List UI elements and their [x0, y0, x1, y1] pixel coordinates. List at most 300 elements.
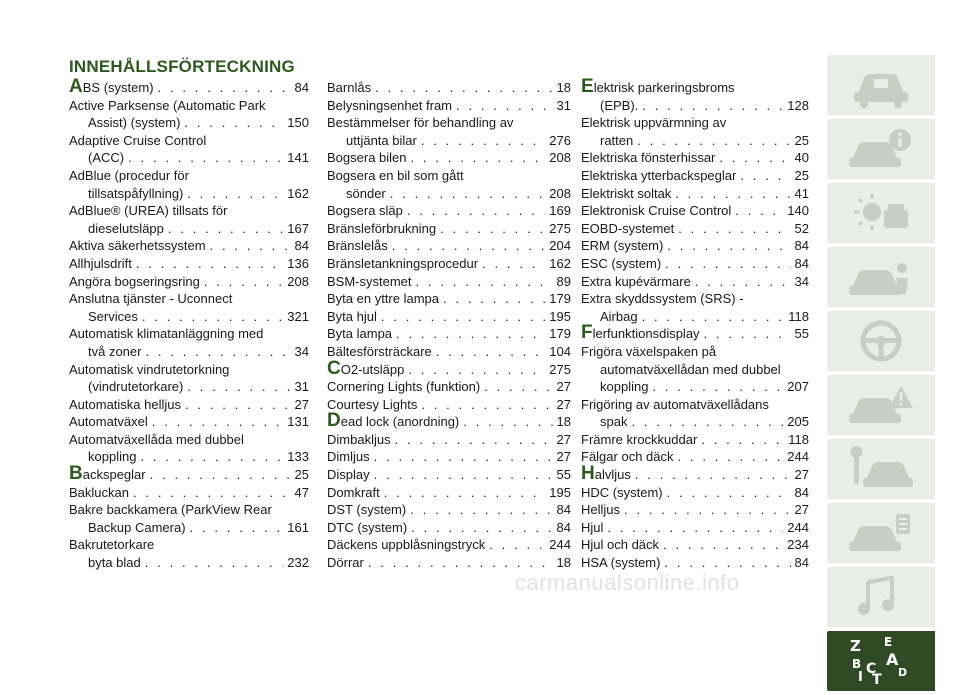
index-entry-line [581, 413, 809, 431]
index-entry[interactable] [69, 202, 309, 237]
entry-text: Services [88, 308, 138, 324]
page-number: 131 [287, 414, 309, 430]
alphabet-index-icon [846, 635, 916, 687]
index-entry[interactable] [69, 361, 309, 396]
index-entry-line [327, 308, 571, 326]
entry-text: Elektriska fönsterhissar [581, 150, 716, 166]
entry-text: Bränsleförbrukning [327, 220, 437, 236]
dot-leader [642, 308, 785, 326]
index-entry-line [327, 273, 571, 291]
entry-text: sönder [346, 185, 386, 201]
index-entry[interactable] [327, 114, 571, 149]
entry-text: BS (system) [82, 80, 154, 95]
dot-leader [740, 167, 790, 185]
index-entry-line [581, 202, 809, 220]
index-entry-line [69, 202, 309, 220]
entry-text: Display [327, 467, 370, 483]
entry-text: Bogsera en bil som gått [327, 167, 464, 183]
index-letter: B [852, 657, 862, 671]
dot-leader [667, 237, 790, 255]
entry-text: ackspeglar [82, 467, 146, 483]
index-entry[interactable] [581, 255, 809, 273]
index-entry[interactable] [581, 536, 809, 554]
entry-text: (ACC) [88, 150, 125, 166]
index-entry[interactable] [69, 413, 309, 431]
page-number: 179 [549, 326, 571, 342]
index-entry[interactable] [581, 448, 809, 466]
index-letter: D [898, 666, 908, 679]
index-entry-line [327, 357, 571, 379]
index-entry-line [327, 290, 571, 308]
index-entry-line [69, 413, 309, 431]
entry-text: Extra kupévärmare [581, 273, 691, 289]
index-letter: E [884, 635, 893, 649]
index-entry-line [69, 325, 309, 343]
page-number: 162 [549, 255, 571, 271]
page-number: 140 [787, 203, 809, 219]
index-entry[interactable] [69, 431, 309, 466]
index-entry[interactable] [327, 343, 571, 361]
index-entry-line [581, 97, 809, 115]
index-entry[interactable] [327, 396, 571, 414]
entry-text: Courtesy Lights [327, 396, 418, 412]
page-number: 84 [294, 238, 309, 254]
index-entry[interactable] [327, 167, 571, 202]
dot-leader [187, 378, 290, 396]
tab-emergency[interactable] [827, 375, 935, 435]
entry-text: Hjul och däck [581, 537, 660, 553]
index-entry-line [327, 237, 571, 255]
index-entry-line [581, 519, 809, 537]
dot-leader [607, 519, 783, 537]
index-entry-line [69, 396, 309, 414]
index-entry[interactable] [69, 132, 309, 167]
index-entry[interactable] [581, 290, 809, 325]
entry-text: koppling [600, 379, 649, 395]
page-number: 25 [294, 467, 309, 483]
index-entry[interactable] [327, 554, 571, 572]
index-entry-line [581, 255, 809, 273]
page-number: 275 [549, 361, 571, 377]
section-letter: F [581, 322, 593, 344]
entry-text: Extra skyddssystem (SRS) - [581, 291, 744, 307]
page-number: 84 [294, 80, 309, 95]
index-entry[interactable] [327, 255, 571, 273]
index-entry-line [327, 202, 571, 220]
index-entry-line [69, 97, 309, 115]
index-entry-line [327, 484, 571, 502]
dot-leader [482, 255, 545, 273]
tab-safety[interactable] [827, 247, 935, 307]
index-letter: C [866, 661, 877, 677]
index-entry[interactable] [581, 501, 809, 519]
dot-leader [436, 343, 546, 361]
page-number: 40 [794, 150, 809, 166]
index-entry[interactable] [581, 431, 809, 449]
page-number: 27 [794, 467, 809, 483]
dot-leader [185, 396, 291, 414]
index-entry[interactable] [327, 79, 571, 97]
dot-leader [152, 413, 284, 431]
index-entry-line [69, 554, 309, 572]
index-entry-line [581, 322, 809, 344]
index-entry-line [581, 536, 809, 554]
entry-text: ERM (system) [581, 238, 664, 254]
entry-text: Automatisk vindrutetorkning [69, 361, 230, 377]
dot-leader [484, 378, 552, 396]
index-entry-line [581, 431, 809, 449]
dot-leader [145, 554, 284, 572]
entry-text: Hjul [581, 519, 604, 535]
index-entry-line [69, 501, 309, 519]
index-entry[interactable] [581, 554, 809, 572]
dot-leader [416, 273, 553, 291]
index-entry-line [327, 378, 571, 396]
entry-text: Bogsera bilen [327, 150, 407, 166]
dot-leader [190, 519, 284, 537]
tab-specifications[interactable] [827, 503, 935, 563]
index-entry-line [69, 167, 309, 185]
dot-leader [631, 413, 783, 431]
index-entry[interactable] [69, 396, 309, 414]
index-entry-line [327, 519, 571, 537]
index-entry-line [69, 273, 309, 291]
index-entry[interactable] [69, 237, 309, 255]
index-entry[interactable] [581, 273, 809, 291]
dot-leader [663, 536, 783, 554]
index-entry[interactable] [581, 167, 809, 185]
page-number: 84 [794, 255, 809, 271]
dot-leader [421, 132, 545, 150]
entry-text: (vindrutetorkare) [88, 379, 184, 395]
section-letter: A [69, 76, 83, 97]
entry-text: O2-utsläpp [340, 361, 405, 377]
index-entry[interactable] [581, 343, 809, 396]
dot-leader [642, 97, 783, 115]
page-number: 128 [787, 97, 809, 113]
index-entry[interactable] [69, 290, 309, 325]
index-entry-line [581, 114, 809, 132]
car-info-icon [844, 124, 918, 174]
index-entry-line [581, 484, 809, 502]
index-entry[interactable] [327, 357, 571, 379]
car-warning-icon [844, 380, 918, 430]
steering-wheel-icon [844, 316, 918, 366]
car-specs-icon [844, 508, 918, 558]
dot-leader [440, 220, 545, 238]
index-entry[interactable] [581, 396, 809, 431]
tab-service[interactable] [827, 439, 935, 499]
index-entry-line [69, 114, 309, 132]
dot-leader [735, 202, 783, 220]
index-entry[interactable] [581, 519, 809, 537]
index-entry[interactable] [327, 290, 571, 308]
index-entry[interactable] [327, 448, 571, 466]
entry-text: dieselutsläpp [88, 220, 164, 236]
index-entry-line [69, 378, 309, 396]
index-entry[interactable] [327, 431, 571, 449]
index-entry[interactable] [69, 76, 309, 97]
index-entry[interactable] [69, 255, 309, 273]
page-number: 18 [556, 555, 571, 571]
index-entry[interactable] [69, 325, 309, 360]
page-number: 195 [549, 484, 571, 500]
entry-text: Elektrisk uppvärmning av [581, 115, 727, 131]
dot-leader [665, 255, 790, 273]
index-entry[interactable] [581, 322, 809, 344]
page-number: 27 [556, 431, 571, 447]
index-entry-line [327, 431, 571, 449]
page-number: 104 [549, 343, 571, 359]
index-entry[interactable] [327, 519, 571, 537]
index-entry-line [69, 290, 309, 308]
tab-warning-lights[interactable] [827, 183, 935, 243]
index-entry-line [69, 149, 309, 167]
index-column-3 [581, 76, 809, 572]
entry-text: tillsatspåfyllning) [88, 185, 184, 201]
index-entry-line [581, 448, 809, 466]
page-number: 167 [287, 220, 309, 236]
page-number: 133 [287, 449, 309, 465]
index-entry[interactable] [581, 149, 809, 167]
dot-leader [408, 361, 545, 379]
index-entry-line [69, 237, 309, 255]
section-letter: H [581, 463, 595, 485]
entry-text: ead lock (anordning) [340, 414, 460, 430]
index-entry-line [327, 536, 571, 554]
index-letter: I [858, 670, 863, 685]
dot-leader [421, 396, 552, 414]
dot-leader [210, 237, 291, 255]
page-number: 31 [294, 379, 309, 395]
dot-leader [704, 325, 791, 343]
page-number: 118 [788, 308, 809, 324]
index-entry[interactable] [327, 237, 571, 255]
dot-leader [667, 484, 791, 502]
index-entry-line [581, 378, 809, 396]
entry-text: Byta hjul [327, 308, 377, 324]
index-entry[interactable] [69, 501, 309, 536]
index-entry-line [69, 185, 309, 203]
index-entry[interactable] [581, 76, 809, 114]
index-entry-line [581, 185, 809, 203]
page-number: 275 [549, 220, 571, 236]
entry-text: Automatisk klimatanläggning med [69, 326, 264, 342]
dot-leader [652, 378, 783, 396]
index-entry-line [327, 185, 571, 203]
page-number: 55 [556, 467, 571, 483]
index-entry-line [69, 536, 309, 554]
dot-leader [395, 431, 553, 449]
index-entry-line [69, 484, 309, 502]
index-entry-line [327, 132, 571, 150]
index-letter: Z [850, 637, 861, 655]
car-safety-icon [844, 252, 918, 302]
tab-info[interactable] [827, 119, 935, 179]
index-entry[interactable] [327, 202, 571, 220]
page-number: 84 [794, 555, 809, 571]
entry-text: byta blad [88, 555, 141, 571]
page-number: 208 [287, 273, 309, 289]
dot-leader [637, 132, 790, 150]
dot-leader [150, 466, 291, 484]
index-entry-line [581, 132, 809, 150]
index-entry[interactable] [327, 378, 571, 396]
dot-leader [678, 220, 790, 238]
index-entry[interactable] [69, 463, 309, 485]
tab-alphabetical-index[interactable] [827, 631, 935, 691]
dot-leader [719, 149, 790, 167]
dot-leader [375, 79, 552, 97]
index-entry-line [581, 463, 809, 485]
index-entry[interactable] [327, 308, 571, 326]
index-entry-line [69, 463, 309, 485]
index-entry-line [69, 255, 309, 273]
index-entry-line [327, 410, 571, 432]
index-entry[interactable] [327, 220, 571, 238]
page-number: 84 [794, 484, 809, 500]
page-number: 204 [549, 238, 571, 254]
entry-text: Active Parksense (Automatic Park [69, 97, 266, 113]
dot-leader [368, 554, 553, 572]
entry-text: Angöra bogseringsring [69, 273, 200, 289]
index-entry-line [327, 501, 571, 519]
entry-text: uttjänta bilar [346, 132, 417, 148]
index-entry[interactable] [327, 325, 571, 343]
page-number: 141 [287, 150, 309, 166]
index-entry-line [69, 431, 309, 449]
page-number: 25 [794, 167, 809, 183]
entry-text: Byta lampa [327, 326, 393, 342]
page-number: 205 [787, 414, 809, 430]
page-number: 18 [556, 80, 571, 95]
entry-text: Domkraft [327, 484, 380, 500]
section-letter: B [69, 463, 83, 485]
index-entry[interactable] [327, 466, 571, 484]
index-entry[interactable] [327, 410, 571, 432]
page-number: 195 [549, 308, 571, 324]
index-entry-line [69, 361, 309, 379]
tab-dashboard[interactable] [827, 55, 935, 115]
entry-text: Elektronisk Cruise Control [581, 203, 732, 219]
dot-leader [187, 185, 283, 203]
index-entry-line [581, 220, 809, 238]
index-entry[interactable] [69, 536, 309, 571]
index-entry-line [327, 255, 571, 273]
index-entry-line [581, 554, 809, 572]
index-entry[interactable] [581, 114, 809, 149]
index-entry[interactable] [327, 273, 571, 291]
page-number: 27 [556, 379, 571, 395]
entry-text: DST (system) [327, 502, 407, 518]
index-entry[interactable] [327, 97, 571, 115]
dot-leader [374, 448, 553, 466]
dot-leader [701, 431, 784, 449]
index-entry[interactable] [327, 149, 571, 167]
entry-text: Belysningsenhet fram [327, 97, 453, 113]
dot-leader [456, 97, 553, 115]
index-entry[interactable] [581, 220, 809, 238]
index-entry-line [581, 290, 809, 308]
dot-leader [410, 501, 552, 519]
index-entry-line [69, 308, 309, 326]
page-number: 208 [549, 150, 571, 166]
dot-leader [489, 536, 545, 554]
entry-text: EOBD-systemet [581, 220, 675, 236]
entry-text: Bestämmelser för behandling av [327, 115, 514, 131]
entry-text: spak [600, 414, 628, 430]
index-entry[interactable] [581, 463, 809, 485]
index-entry[interactable] [581, 484, 809, 502]
entry-text: Elektriska ytterbackspeglar [581, 167, 737, 183]
index-entry[interactable] [327, 536, 571, 554]
car-dashboard-icon [844, 60, 918, 110]
watermark: carmanualsonline.info [515, 570, 740, 595]
entry-text: Adaptive Cruise Control [69, 132, 207, 148]
dot-leader [392, 237, 546, 255]
index-entry[interactable] [69, 97, 309, 132]
section-letter: E [581, 76, 594, 97]
tab-driving[interactable] [827, 311, 935, 371]
dot-leader [145, 343, 290, 361]
entry-text: Automatväxel [69, 414, 148, 430]
index-entry-line [69, 519, 309, 537]
index-entry[interactable] [581, 185, 809, 203]
dot-leader [133, 484, 291, 502]
tab-multimedia[interactable] [827, 567, 935, 627]
page-number: 47 [294, 484, 309, 500]
index-entry[interactable] [327, 484, 571, 502]
page-number: 161 [287, 519, 309, 535]
entry-text: Backup Camera) [88, 519, 186, 535]
index-entry[interactable] [69, 167, 309, 202]
index-entry-line [327, 448, 571, 466]
dot-leader [635, 466, 791, 484]
dot-leader [411, 519, 552, 537]
page-number: 34 [794, 273, 809, 289]
entry-text: Aktiva säkerhetssystem [69, 238, 206, 254]
page-number: 27 [794, 502, 809, 518]
page-number: 244 [787, 519, 809, 535]
index-entry-line [581, 343, 809, 361]
page-number: 84 [794, 238, 809, 254]
index-entry-line [581, 501, 809, 519]
entry-text: Frigöra växelspaken på [581, 343, 717, 359]
entry-text: HDC (system) [581, 484, 663, 500]
index-entry[interactable] [69, 273, 309, 291]
index-entry-line [69, 76, 309, 97]
index-entry-line [327, 79, 571, 97]
index-entry[interactable] [581, 237, 809, 255]
index-entry-line [581, 167, 809, 185]
index-entry[interactable] [327, 501, 571, 519]
entry-text: koppling [88, 449, 137, 465]
entry-text: Bränsletankningsprocedur [327, 255, 479, 271]
index-entry-line [327, 396, 571, 414]
entry-text: Airbag [600, 308, 638, 324]
page-number: 41 [794, 185, 809, 201]
dot-leader [204, 273, 283, 291]
index-entry[interactable] [581, 202, 809, 220]
dot-leader [624, 501, 791, 519]
entry-text: Anslutna tjänster - Uconnect [69, 291, 233, 307]
index-entry-line [69, 132, 309, 150]
page-number: 276 [549, 132, 571, 148]
page-number: 136 [287, 255, 309, 271]
index-entry[interactable] [69, 484, 309, 502]
entry-text: Bränslelås [327, 238, 388, 254]
page-number: 162 [287, 185, 309, 201]
